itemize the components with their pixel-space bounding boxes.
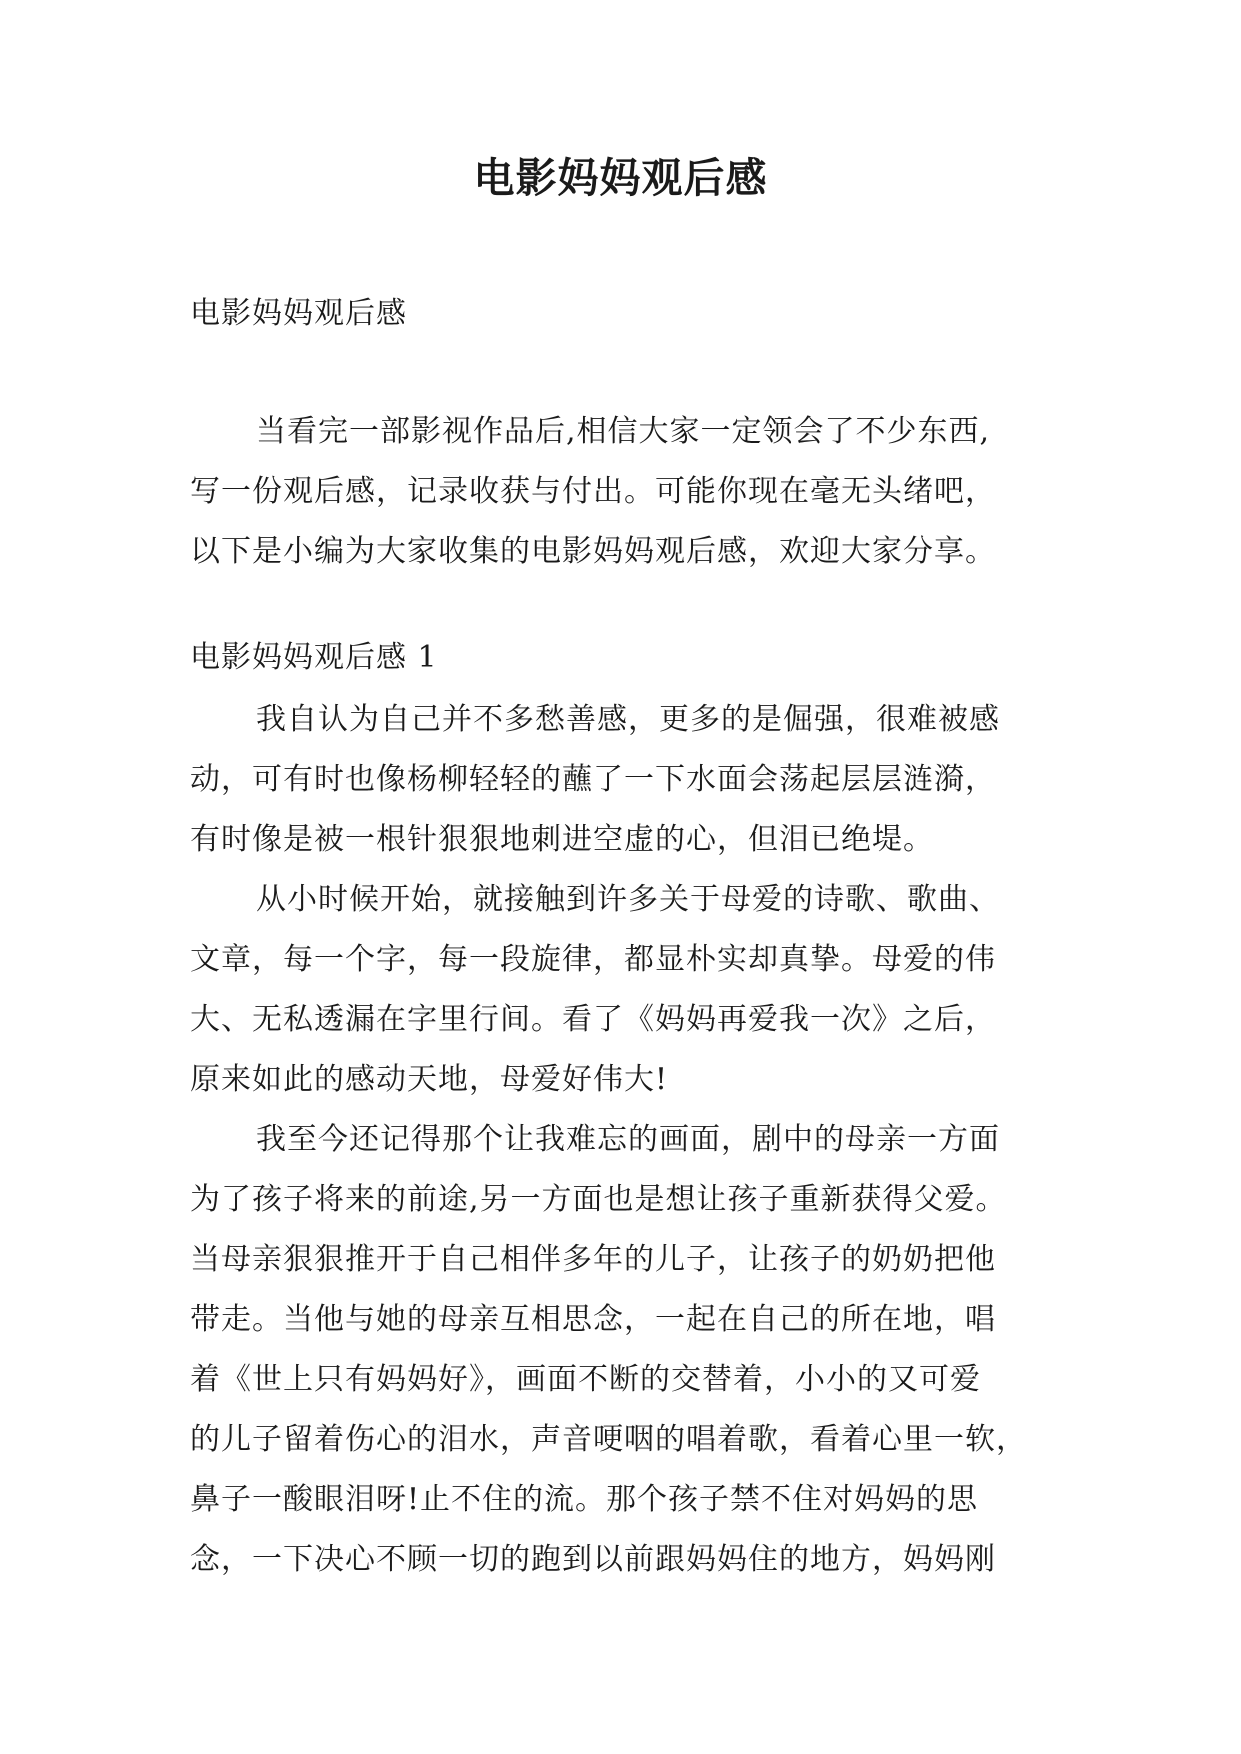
paragraph-line: 当母亲狠狠推开于自己相伴多年的儿子，让孩子的奶奶把他 xyxy=(190,1242,996,1277)
document-subtitle: 电影妈妈观后感 xyxy=(190,296,407,331)
paragraph-line: 的儿子留着伤心的泪水，声音哽咽的唱着歌，看着心里一软， xyxy=(190,1422,1027,1457)
paragraph-line: 着《世上只有妈妈好》，画面不断的交替着，小小的又可爱 xyxy=(190,1362,981,1397)
intro-line: 写一份观后感，记录收获与付出。可能你现在毫无头绪吧， xyxy=(190,474,996,509)
intro-line: 当看完一部影视作品后,相信大家一定领会了不少东西, xyxy=(256,414,991,449)
body-paragraph xyxy=(190,1110,1060,1590)
paragraph-line: 我自认为自己并不多愁善感，更多的是倔强，很难被感 xyxy=(256,702,1000,737)
paragraph-line: 我至今还记得那个让我难忘的画面，剧中的母亲一方面 xyxy=(256,1122,1000,1157)
paragraph-line: 从小时候开始，就接触到许多关于母爱的诗歌、歌曲、 xyxy=(256,882,1000,917)
document-title: 电影妈妈观后感 xyxy=(473,154,768,202)
paragraph-line: 动，可有时也像杨柳轻轻的蘸了一下水面会荡起层层涟漪， xyxy=(190,762,996,797)
paragraph-line: 念，一下决心不顾一切的跑到以前跟妈妈住的地方，妈妈刚 xyxy=(190,1542,996,1577)
paragraph-line: 原来如此的感动天地，母爱好伟大! xyxy=(190,1062,669,1097)
paragraph-line: 有时像是被一根针狠狠地刺进空虚的心，但泪已绝堤。 xyxy=(190,822,934,857)
paragraph-line: 鼻子一酸眼泪呀!止不住的流。那个孩子禁不住对妈妈的思 xyxy=(190,1482,979,1517)
paragraph-line: 带走。当他与她的母亲互相思念，一起在自己的所在地，唱 xyxy=(190,1302,996,1337)
body-paragraph xyxy=(190,870,1060,1110)
paragraph-line: 为了孩子将来的前途,另一方面也是想让孩子重新获得父爱。 xyxy=(190,1182,1007,1217)
paragraph-line: 大、无私透漏在字里行间。看了《妈妈再爱我一次》之后， xyxy=(190,1002,996,1037)
body-paragraph xyxy=(190,690,1060,870)
paragraph-line: 文章，每一个字，每一段旋律，都显朴实却真挚。母爱的伟 xyxy=(190,942,996,977)
intro-paragraph xyxy=(190,402,1060,582)
intro-line: 以下是小编为大家收集的电影妈妈观后感，欢迎大家分享。 xyxy=(190,534,996,569)
section-title: 电影妈妈观后感 1 xyxy=(190,640,438,675)
